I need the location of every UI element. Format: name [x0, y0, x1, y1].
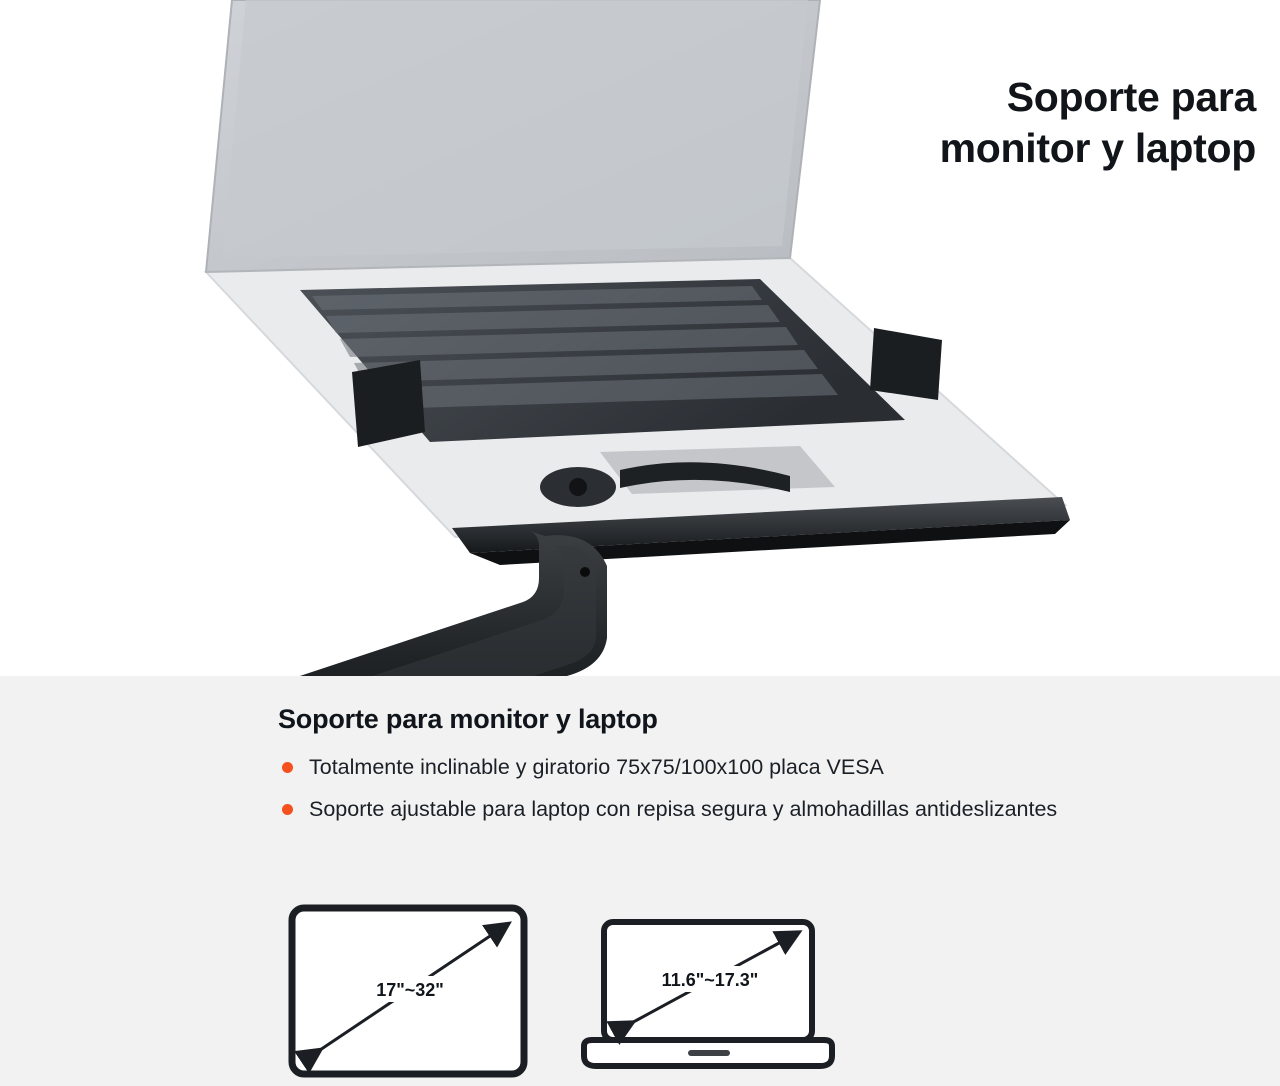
- bullet-dot-icon: [282, 762, 293, 773]
- size-diagrams: [278, 904, 978, 1084]
- feature-list: [278, 753, 1238, 824]
- list-item: [278, 753, 1209, 781]
- list-item: [278, 795, 1209, 823]
- feature-text: Totalmente inclinable y giratorio 75x75/100x100 placa VESA: [309, 755, 884, 779]
- laptop-size-diagram: [578, 918, 838, 1080]
- feature-text: Soporte ajustable para laptop con repisa segura y almohadillas antideslizantes: [309, 797, 1058, 822]
- laptop-size-label: 11.6"~17.3": [661, 970, 759, 990]
- hero-title-line-2: monitor y laptop: [939, 124, 1256, 171]
- info-title: Soporte para monitor y laptop: [278, 704, 658, 734]
- hero-title-line-1: Soporte para: [1006, 74, 1256, 120]
- bullet-dot-icon: [282, 804, 293, 815]
- laptop-screen: [206, 0, 820, 272]
- hero-title: [836, 72, 1256, 174]
- monitor-size-diagram: [288, 904, 528, 1079]
- info-content: [278, 704, 1238, 838]
- info-panel: [0, 676, 1280, 1086]
- monitor-size-label: 17"~32": [376, 980, 444, 1000]
